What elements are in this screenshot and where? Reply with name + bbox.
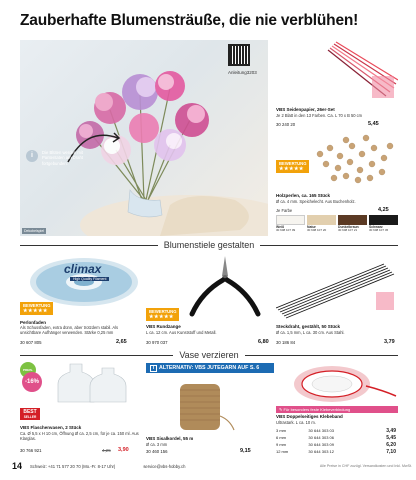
color-swatches — [276, 215, 398, 233]
article-number: 30 460 156 — [146, 449, 168, 454]
product-description: L ca. 12 cm. Aus Kunststoff und Metall. — [146, 330, 217, 335]
product-name: VBS Flaschenvasen, 2 Stück — [20, 425, 82, 430]
sale-price: 3,90 — [118, 447, 129, 453]
product-description: Ø ca. 1,5 mm, L ca. 30 cm. Aus Stahl. — [276, 330, 345, 335]
price: 3,79 — [384, 339, 395, 345]
info-icon: i — [150, 365, 157, 372]
qr-label: Anleitung3203 — [228, 70, 257, 75]
product-description: Ultrastark. L ca. 10 m. — [276, 420, 316, 425]
stars-icon: ★★★★★ — [149, 314, 174, 320]
product-description: Ø ca. 3 mm — [146, 442, 168, 447]
product-name: VBS Seidenpapier, 26er-Set — [276, 107, 335, 112]
section-title: Vase verzieren — [179, 350, 239, 360]
product-name: Perlonfaden — [20, 320, 47, 325]
tape-image — [286, 362, 398, 404]
stars-icon: ★★★★★ — [279, 166, 304, 172]
product-name: VBS Doppelseitiges Klebeband — [276, 414, 343, 419]
glass-vases-image — [40, 362, 140, 404]
best-sub: SELLER — [23, 415, 37, 419]
footer-phone: Schweiz: +41 71 577 20 70 (Mo.-Fr. 8-17 Uhr) — [30, 463, 116, 469]
swatch-black[interactable]: Schwarz 30 608 107 45 — [369, 215, 398, 233]
climax-sub: High Quality Filament — [70, 277, 109, 281]
section-divider — [20, 350, 398, 360]
table-row[interactable]: 12 mm 30 644 303 12 7,10 — [276, 448, 396, 455]
rating-badge — [20, 302, 53, 315]
table-row[interactable]: 3 mm 30 644 303 03 3,49 — [276, 427, 396, 434]
rating-label: BEWERTUNG — [279, 161, 307, 166]
rating-label: BEWERTUNG — [23, 303, 51, 308]
footer — [12, 461, 412, 471]
tip-banner — [276, 406, 398, 413]
twine-spool-image — [160, 376, 240, 432]
product-description: Als Schussfaden, extra dünn, aber trotzdem stabil. Als unsichtbare Aufhänger verwenden. Stärke 0,25 mm — [20, 325, 119, 336]
sale-badge: PREIS- — [20, 362, 36, 378]
rating-badge — [276, 160, 309, 173]
product-description: Je 2 Blatt in den 13 Farben. Ca. L 70 x B 50 cm — [276, 113, 363, 118]
footer-note: Alle Preise in CHF zuzügl. Versandkosten und Inkl. MwSt. — [319, 464, 412, 468]
table-row[interactable]: 9 mm 30 644 303 09 6,20 — [276, 441, 396, 448]
hint-text: Die Blüten werden mit Pantentaten am Draht fortgebunden. — [42, 150, 83, 166]
tip-text: Für besonders feste Klebeverbindung — [283, 407, 351, 412]
rating-badge — [146, 308, 179, 321]
size-table — [276, 427, 398, 455]
swatch-white[interactable]: Weiß 30 608 107 09 — [276, 215, 305, 233]
old-price: 4,25 — [102, 448, 111, 453]
best-label: BEST — [23, 409, 37, 415]
section-title: Blumenstiele gestalten — [163, 240, 255, 250]
bestseller-badge — [20, 408, 40, 420]
section-divider — [20, 240, 398, 250]
product-name: Steckdraht, gestählt, 50 Stück — [276, 324, 341, 329]
color-label: Je Farbe — [276, 208, 293, 213]
stars-icon: ★★★★★ — [23, 308, 48, 314]
price: 6,80 — [258, 339, 269, 345]
tissue-paper-image — [276, 40, 398, 104]
price: 4,25 — [378, 207, 389, 213]
product-name: Holzperlen, ca. 165 Stück — [276, 193, 331, 198]
swatch-dark-brown[interactable]: Dunkelbraun 30 608 107 21 — [338, 215, 367, 233]
footer-email[interactable]: service@vbs-hobby.ch — [143, 463, 186, 469]
pliers-image — [180, 252, 270, 318]
alternative-banner[interactable] — [146, 363, 274, 373]
product-description: Ø ca. 4 mm. Speichelecht. Aus Buchenholz. — [276, 199, 356, 204]
swatch-natural[interactable]: Natur 30 608 107 20 — [307, 215, 336, 233]
qr-code[interactable] — [228, 44, 250, 66]
pencil-icon: ✎ — [279, 407, 284, 412]
price: 2,65 — [116, 339, 127, 345]
article-number: 30 607 805 — [20, 340, 42, 345]
price: 5,45 — [368, 121, 379, 127]
discount-badge: -16% — [22, 372, 42, 392]
page-title: Zauberhafte Blumensträuße, die nie verblühen! — [20, 12, 359, 29]
climax-logo: climax — [64, 262, 102, 276]
product-name: VBS Sisalkordel, 55 m — [146, 436, 194, 441]
wood-beads-image — [310, 134, 398, 188]
info-icon: i — [26, 150, 38, 162]
rating-label: BEWERTUNG — [149, 309, 177, 314]
product-description: Ca. Ø 5,5 x H 10 cm, Öffnung Ø ca. 2,5 cm, für je ca. 150 ml. Aus Klarglas. — [20, 431, 139, 442]
product-name: VBS Rundzange — [146, 324, 181, 329]
wire-image — [276, 258, 398, 320]
article-number: 30 186 84 — [276, 340, 296, 345]
price: 9,15 — [240, 448, 251, 454]
article-number: 30 970 037 — [146, 340, 168, 345]
table-row[interactable]: 6 mm 30 644 303 06 5,45 — [276, 434, 396, 441]
alternative-text: ALTERNATIV: VBS JUTEGARN AUF S. 6 — [159, 365, 260, 371]
article-number: 30 766 921 — [20, 448, 42, 453]
deco-tag: Dekobeispiel — [24, 229, 45, 233]
article-number: 30 240 20 — [276, 122, 296, 127]
page-number: 14 — [12, 461, 23, 471]
